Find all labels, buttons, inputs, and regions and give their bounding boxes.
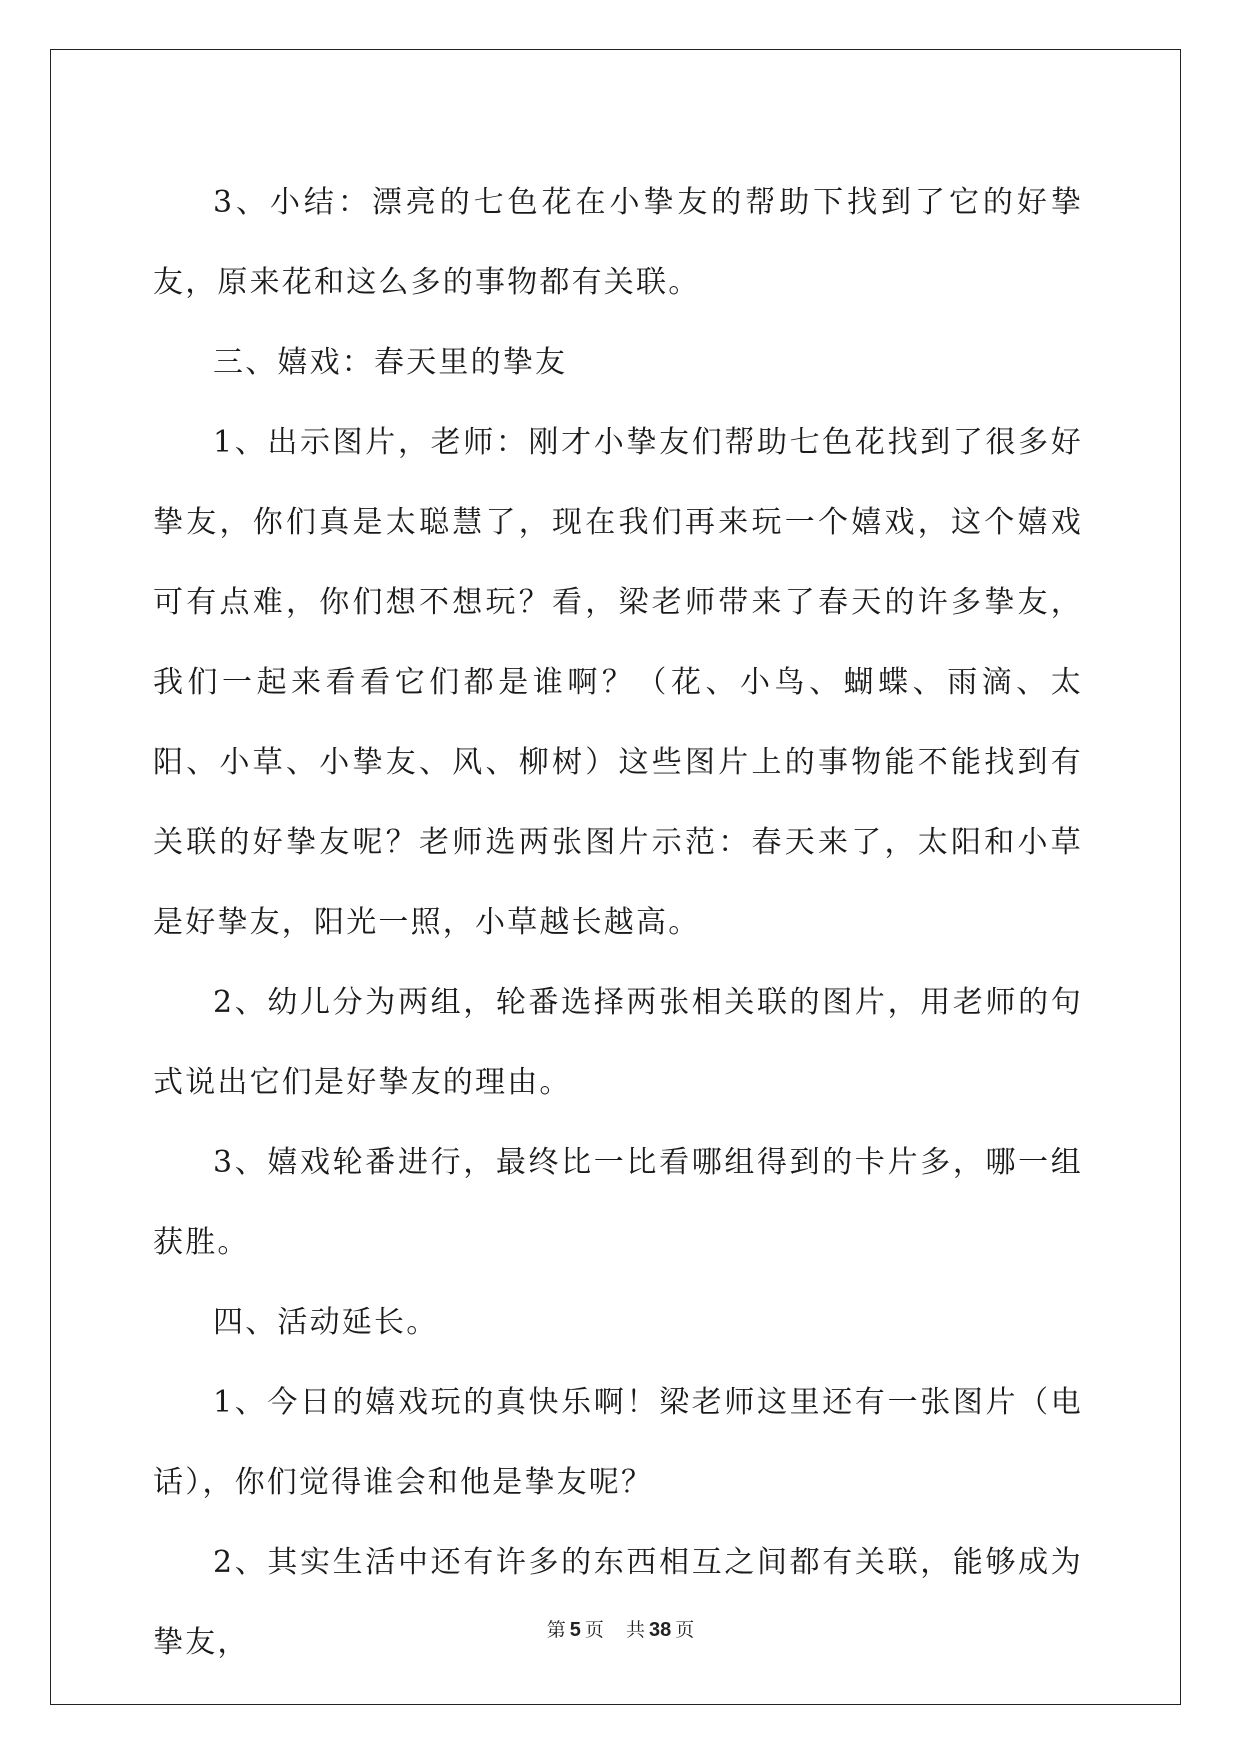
total-pages: 38 [648, 1619, 672, 1641]
section-heading-3: 三、嬉戏：春天里的挚友 [213, 345, 568, 380]
page-suffix: 页 [584, 1619, 604, 1641]
total-suffix: 页 [675, 1619, 695, 1641]
paragraph-1: 3、小结：漂亮的七色花在小挚友的帮助下找到了它的好挚友，原来花和这么多的事物都有关联。 [153, 185, 1083, 300]
paragraph-4: 3、嬉戏轮番进行，最终比一比看哪组得到的卡片多，哪一组获胜。 [153, 1145, 1083, 1260]
section-heading-4: 四、活动延长。 [213, 1305, 439, 1340]
page-number: 5 [569, 1619, 581, 1641]
paragraph-2: 1、出示图片，老师：刚才小挚友们帮助七色花找到了很多好挚友，你们真是太聪慧了，现在我们再来玩一个嬉戏，这个嬉戏可有点难，你们想不想玩？看，梁老师带来了春天的许多挚友，我们一起来看看它们都是谁啊？（花、小鸟、蝴蝶、雨滴、太阳、小草、小挚友、风、柳树）这些图片上的事物能不能找到有关联的好挚友呢？老师选两张图片示范：春天来了，太阳和小草是好挚友，阳光一照，小草越长越高。 [153, 425, 1083, 940]
paragraph-6: 2、其实生活中还有许多的东西相互之间都有关联，能够成为挚友， [153, 1545, 1083, 1660]
page-prefix: 第 [546, 1619, 566, 1641]
paragraph-3: 2、幼儿分为两组，轮番选择两张相关联的图片，用老师的句式说出它们是好挚友的理由。 [153, 985, 1083, 1100]
page-footer [0, 1615, 1241, 1642]
paragraph-5: 1、今日的嬉戏玩的真快乐啊！梁老师这里还有一张图片（电话），你们觉得谁会和他是挚友呢？ [153, 1385, 1083, 1500]
total-prefix: 共 [625, 1619, 645, 1641]
document-body [153, 163, 1083, 1683]
